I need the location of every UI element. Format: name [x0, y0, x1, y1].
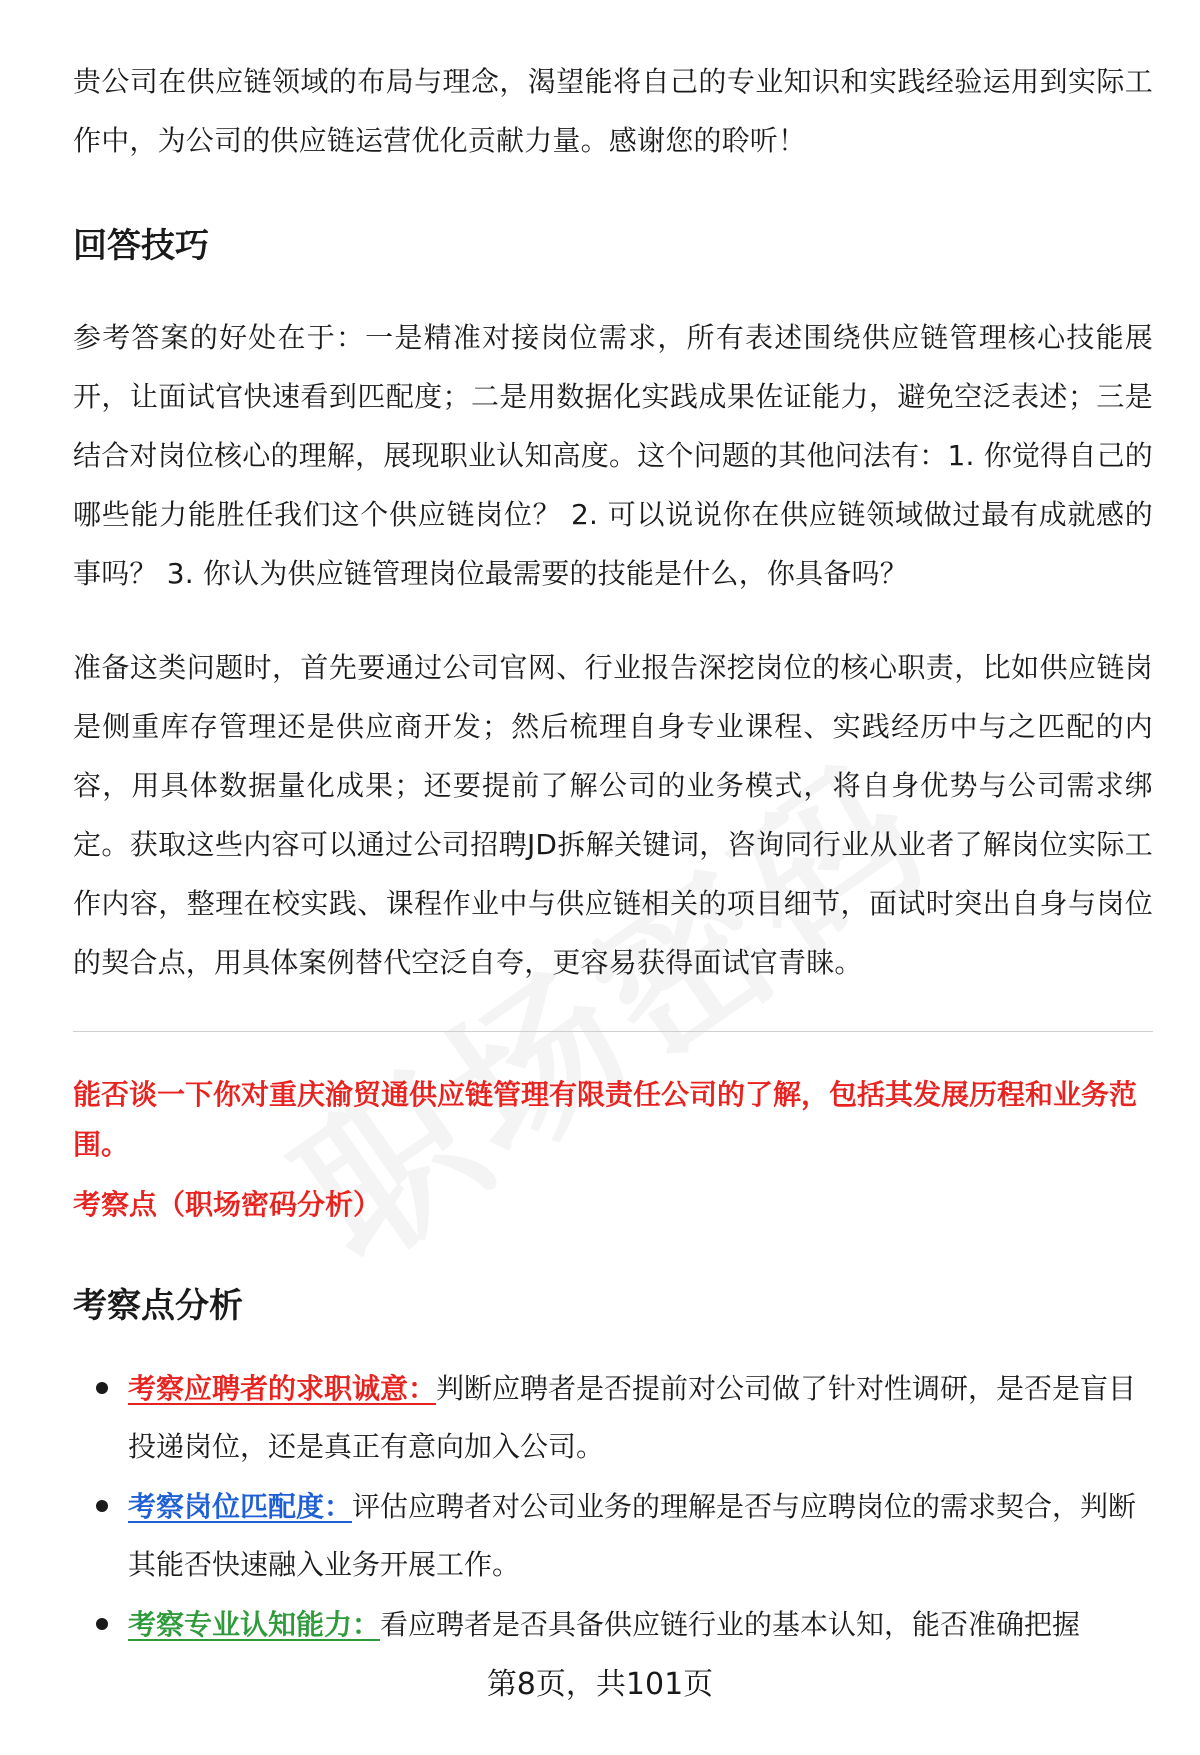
section-divider [73, 1031, 1153, 1032]
page-number: 第8页，共101页 [486, 1667, 714, 1702]
subject-label: 考察点（职场密码分析） [73, 1188, 382, 1221]
point-keyword: 考察应聘者的求职诚意： [128, 1372, 437, 1405]
bullet-icon [96, 1382, 108, 1394]
point-text: 判断应聘者是否提前对公司做了针对性调研，是否是盲目投递岗位，还是真正有意向加入公司。 [128, 1372, 1137, 1463]
analysis-heading: 考察点分析 [73, 1286, 243, 1326]
bullet-icon [96, 1618, 108, 1630]
tips-heading: 回答技巧 [73, 226, 209, 266]
point-keyword: 考察岗位匹配度： [128, 1490, 353, 1523]
question-title: 能否谈一下你对重庆渝贸通供应链管理有限责任公司的了解，包括其发展历程和业务范围。 [73, 1078, 1138, 1161]
tips-paragraph-1: 参考答案的好处在于：一是精准对接岗位需求，所有表述围绕供应链管理核心技能展开，让面试官快速看到匹配度；二是用数据化实践成果佐证能力，避免空泛表述；三是结合对岗位核心的理解，展现职业认知高度。这个问题的其他问法有：1. 你觉得自己的哪些能力能胜任我们这个供应链岗位？ 2. 可以说说你在供应链领域做过最有成就感的事吗？ 3. 你认为供应链管理岗位最需要的技能是什么，你具备吗？ [73, 321, 1153, 590]
point-keyword: 考察专业认知能力： [128, 1608, 381, 1641]
point-text: 评估应聘者对公司业务的理解是否与应聘岗位的需求契合，判断其能否快速融入业务开展工作。 [128, 1490, 1137, 1581]
intro-paragraph: 贵公司在供应链领域的布局与理念，渴望能将自己的专业知识和实践经验运用到实际工作中，为公司的供应链运营优化贡献力量。感谢您的聆听！ [73, 65, 1153, 157]
bullet-icon [96, 1500, 108, 1512]
tips-paragraph-2: 准备这类问题时，首先要通过公司官网、行业报告深挖岗位的核心职责，比如供应链岗是侧重库存管理还是供应商开发；然后梳理自身专业课程、实践经历中与之匹配的内容，用具体数据量化成果；还要提前了解公司的业务模式，将自身优势与公司需求绑定。获取这些内容可以通过公司招聘JD拆解关键词，咨询同行业从业者了解岗位实际工作内容，整理在校实践、课程作业中与供应链相关的项目细节，面试时突出自身与岗位的契合点，用具体案例替代空泛自夸，更容易获得面试官青睐。 [73, 651, 1153, 979]
list-item [73, 1360, 1153, 1476]
point-text: 看应聘者是否具备供应链行业的基本认知，能否准确把握 [380, 1608, 1081, 1641]
list-item [73, 1596, 1153, 1654]
list-item [73, 1478, 1153, 1594]
analysis-list [73, 1360, 1153, 1656]
